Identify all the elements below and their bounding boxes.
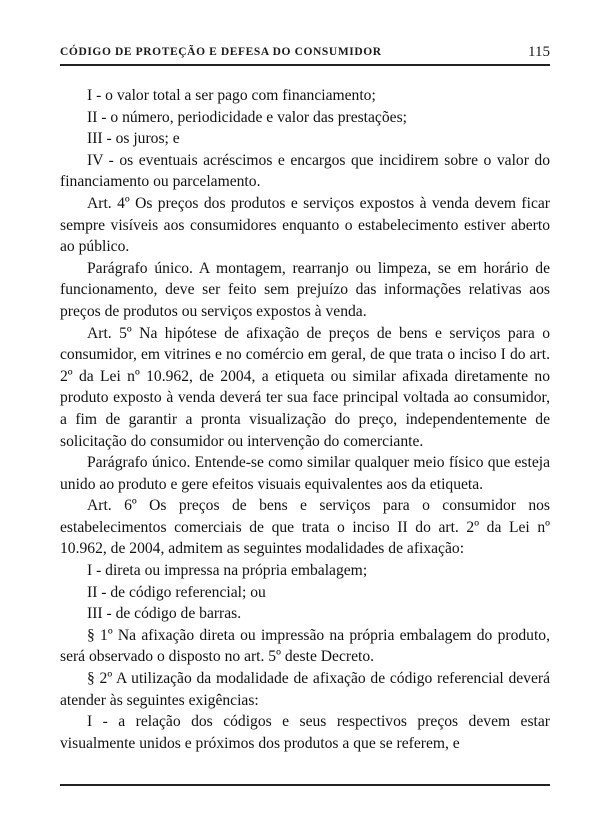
paragraph-inciso-ii: II - o número, periodicidade e valor das prestações; bbox=[87, 108, 407, 126]
page-header bbox=[60, 44, 550, 64]
paragraph-inciso-i: I - o valor total a ser pago com financiamento; bbox=[87, 87, 376, 104]
paragraph-art-4-paragrafo-unico: Parágrafo único. A montagem, rearranjo ou limpeza, se em horário de funcionamento, deve ser feito sem prejuízo das informações relativas aos preços de produtos ou serviços expostos à venda. bbox=[60, 259, 550, 320]
running-title: CÓDIGO DE PROTEÇÃO E DEFESA DO CONSUMIDOR bbox=[60, 46, 382, 58]
paragraph-art-5: Art. 5º Na hipótese de afixação de preços de bens e serviços para o consumidor, em vitrines e no comércio em geral, de que trata o inciso I do art. 2º da Lei nº 10.962, de 2004, a etiqueta ou similar afixada diretamente no produto exposto à venda deverá ter sua face principal voltada ao consumidor, a fim de garantir a pronta visualização do preço, independentemente de solicitação do consumidor ou intervenção do comerciante. bbox=[60, 324, 550, 450]
paragraph-art-6-inciso-iii: III - de código de barras. bbox=[87, 605, 242, 623]
paragraph-inciso-iii: III - os juros; e bbox=[87, 130, 180, 148]
page-number: 115 bbox=[528, 44, 550, 60]
paragraph-art-6-par-2: § 2º A utilização da modalidade de afixação de código referencial deverá atender às seguintes exigências: bbox=[60, 670, 550, 709]
paragraph-art-4: Art. 4º Os preços dos produtos e serviços expostos à venda devem ficar sempre visíveis aos consumidores enquanto o estabelecimento estiver aberto ao público. bbox=[60, 194, 550, 256]
body-text bbox=[60, 85, 550, 754]
paragraph-par-2-inciso-i: I - a relação dos códigos e seus respectivos preços devem estar visualmente unidos e próximos dos produtos a que se referem, e bbox=[60, 713, 550, 752]
paragraph-art-6-inciso-i: I - direta ou impressa na própria embalagem; bbox=[87, 562, 368, 580]
paragraph-art-6: Art. 6º Os preços de bens e serviços para o consumidor nos estabelecimentos comerciais de que trata o inciso II do art. 2º da Lei nº 10.962, de 2004, admitem as seguintes modalidades de afixação: bbox=[60, 497, 550, 558]
paragraph-art-5-paragrafo-unico: Parágrafo único. Entende-se como similar qualquer meio físico que esteja unido ao produto e gere efeitos visuais equivalentes aos da etiqueta. bbox=[60, 454, 550, 493]
footer-rule bbox=[60, 784, 550, 786]
paragraph-inciso-iv: IV - os eventuais acréscimos e encargos que incidirem sobre o valor do financiamento ou parcelamento. bbox=[60, 151, 550, 191]
paragraph-art-6-par-1: § 1º Na afixação direta ou impressão na própria embalagem do produto, será observado o disposto no art. 5º deste Decreto. bbox=[60, 626, 550, 666]
header-rule bbox=[60, 64, 550, 66]
paragraph-art-6-inciso-ii: II - de código referencial; ou bbox=[87, 583, 266, 601]
